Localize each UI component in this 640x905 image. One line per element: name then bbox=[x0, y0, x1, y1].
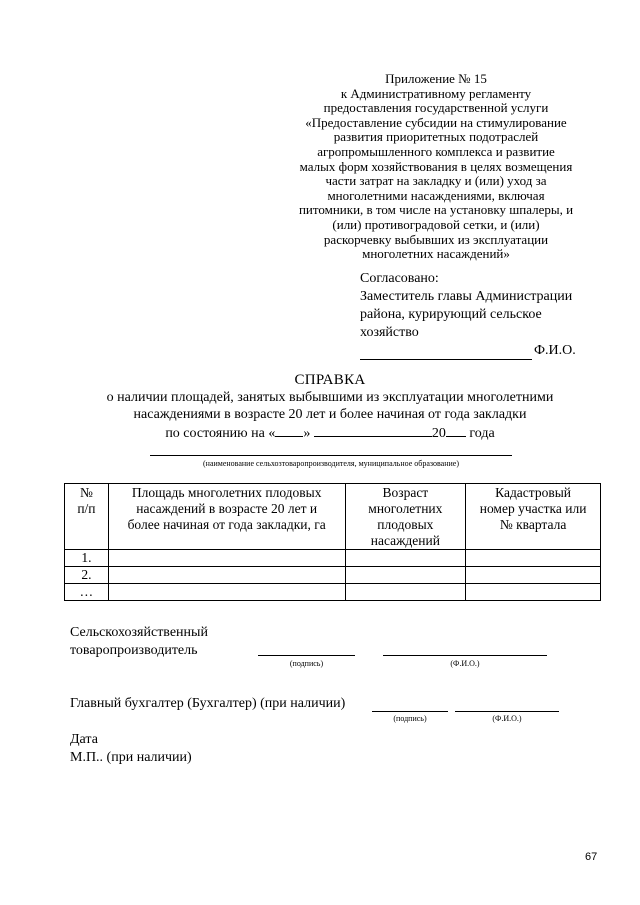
approval-signature-blank[interactable] bbox=[360, 344, 532, 360]
area-cell[interactable] bbox=[108, 550, 345, 567]
date-century: 20 bbox=[431, 426, 446, 441]
stamp-label: М.П.. (при наличии) bbox=[70, 750, 192, 765]
appendix-line: малых форм хозяйствования в целях возмещения bbox=[299, 158, 573, 174]
accountant-fio-caption: (Ф.И.О.) bbox=[492, 714, 522, 723]
day-blank[interactable] bbox=[275, 423, 303, 437]
appendix-line: раскорчевку выбывших из эксплуатации bbox=[323, 231, 549, 247]
plantings-table bbox=[64, 483, 601, 601]
approval-position: Заместитель главы Администрации bbox=[360, 289, 573, 304]
header-area: Площадь многолетних плодовых насаждений в возрасте 20 лет и более начиная от года закладки, га bbox=[108, 484, 345, 550]
approval-position: района, курирующий сельское bbox=[360, 307, 542, 322]
document-subtitle: насаждениями в возрасте 20 лет и более начиная от года закладки bbox=[133, 407, 527, 422]
row-number: 1. bbox=[65, 550, 109, 567]
document-title-block bbox=[60, 372, 600, 442]
appendix-line: многолетних насаждений» bbox=[362, 246, 510, 262]
appendix-line: многолетними насаждениями, включая bbox=[327, 187, 545, 203]
cadastral-cell[interactable] bbox=[466, 567, 601, 584]
producer-label: Сельскохозяйственный товаропроизводитель bbox=[70, 625, 208, 658]
row-number: … bbox=[65, 584, 109, 601]
date-line bbox=[60, 423, 600, 442]
document-subtitle: о наличии площадей, занятых выбывшими из эксплуатации многолетними bbox=[106, 390, 554, 405]
appendix-line: части затрат на закладку и (или) уход за bbox=[325, 173, 547, 189]
approval-heading: Согласовано: bbox=[360, 271, 439, 286]
age-cell[interactable] bbox=[345, 567, 466, 584]
header-cadastral: Кадастровый номер участка или № квартала bbox=[466, 484, 601, 550]
producer-fio-caption: (Ф.И.О.) bbox=[450, 659, 480, 668]
table-row bbox=[65, 550, 601, 567]
approval-position: хозяйство bbox=[360, 325, 419, 340]
organization-blank[interactable] bbox=[150, 455, 512, 456]
document-title: СПРАВКА bbox=[294, 372, 366, 388]
year-blank[interactable] bbox=[446, 423, 466, 437]
date-stamp-block bbox=[70, 731, 192, 767]
age-cell[interactable] bbox=[345, 584, 466, 601]
table-row bbox=[65, 567, 601, 584]
appendix-line: «Предоставление субсидии на стимулирование bbox=[305, 114, 567, 130]
appendix-header bbox=[270, 72, 602, 262]
table-header-row bbox=[65, 484, 601, 550]
appendix-line: Приложение № 15 bbox=[385, 71, 487, 86]
accountant-signature-caption: (подпись) bbox=[393, 714, 427, 723]
header-number: № п/п bbox=[65, 484, 109, 550]
organization-caption: (наименование сельхозтоваропроизводителя, муниципальное образование) bbox=[203, 459, 459, 468]
area-cell[interactable] bbox=[108, 567, 345, 584]
accountant-fio-blank[interactable] bbox=[455, 711, 559, 712]
accountant-signature-blank[interactable] bbox=[372, 711, 448, 712]
approval-fio-label: Ф.И.О. bbox=[534, 343, 576, 358]
appendix-line: (или) противоградовой сетки, и (или) bbox=[332, 216, 540, 232]
header-age: Возраст многолетних плодовых насаждений bbox=[345, 484, 466, 550]
month-blank[interactable] bbox=[314, 423, 432, 437]
date-suffix: года bbox=[469, 426, 495, 441]
cadastral-cell[interactable] bbox=[466, 550, 601, 567]
page-number: 67 bbox=[585, 851, 598, 863]
row-number: 2. bbox=[65, 567, 109, 584]
approval-block bbox=[360, 270, 610, 360]
appendix-line: к Административному регламенту bbox=[340, 85, 532, 101]
table-row bbox=[65, 584, 601, 601]
area-cell[interactable] bbox=[108, 584, 345, 601]
producer-signature-blank[interactable] bbox=[258, 655, 355, 656]
date-label: Дата bbox=[70, 732, 98, 747]
date-prefix: по состоянию на « bbox=[165, 426, 276, 441]
appendix-line: предоставления государственной услуги bbox=[323, 100, 549, 116]
producer-fio-blank[interactable] bbox=[383, 655, 547, 656]
producer-signature-caption: (подпись) bbox=[289, 659, 324, 668]
date-mid: » bbox=[303, 426, 311, 441]
age-cell[interactable] bbox=[345, 550, 466, 567]
accountant-label: Главный бухгалтер (Бухгалтер) (при наличии) bbox=[70, 696, 346, 711]
appendix-line: агропромышленного комплекса и развитие bbox=[317, 143, 555, 159]
cadastral-cell[interactable] bbox=[466, 584, 601, 601]
appendix-line: питомники, в том числе на установку шпалеры, и bbox=[298, 202, 574, 218]
approval-signature-row bbox=[360, 342, 610, 360]
appendix-line: развития приоритетных подотраслей bbox=[333, 129, 539, 145]
